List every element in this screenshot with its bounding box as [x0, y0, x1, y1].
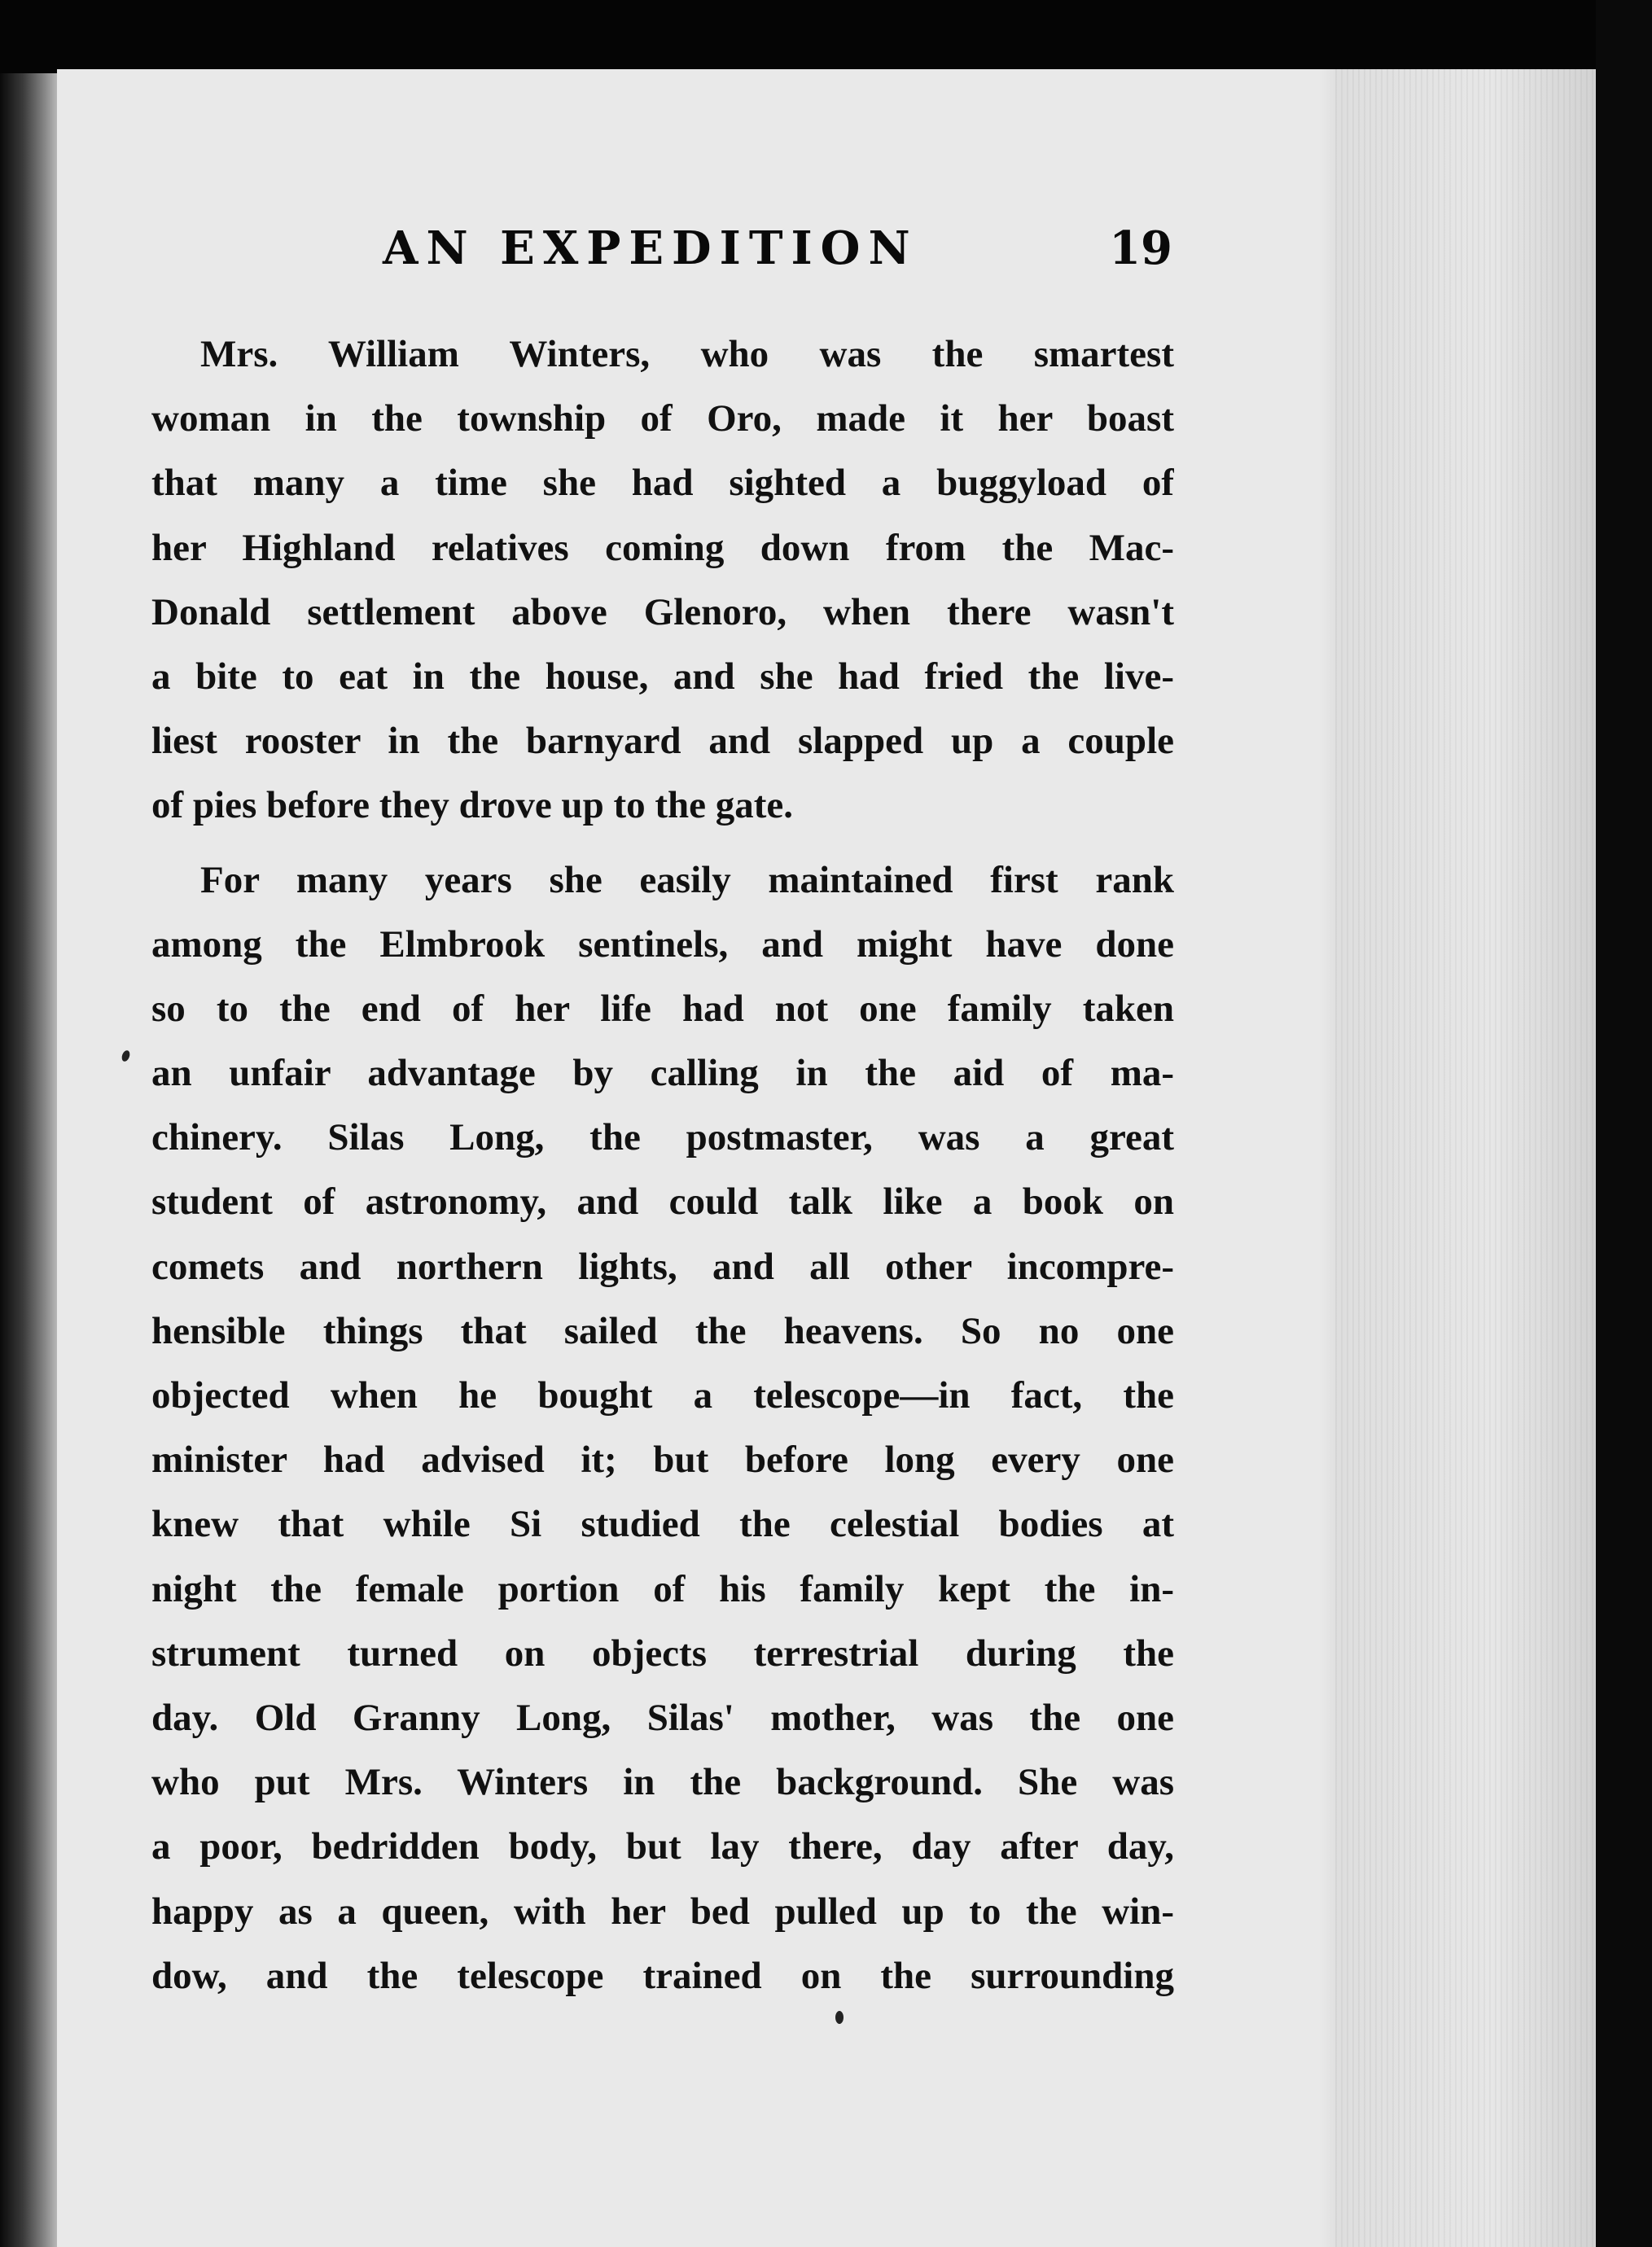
text-line: dow, and the telescope trained on the surrounding — [151, 1954, 1174, 1997]
stacked-page-edges — [1335, 69, 1596, 2247]
text-line: happy as a queen, with her bed pulled up to the win- — [151, 1890, 1174, 1933]
book-binding-edge — [0, 73, 65, 2247]
text-line: of pies before they drove up to the gate. — [151, 784, 794, 827]
text-line: that many a time she had sighted a buggyload of — [151, 462, 1174, 505]
text-line: woman in the township of Oro, made it her boast — [151, 397, 1174, 440]
text-line: an unfair advantage by calling in the aid of ma- — [151, 1052, 1174, 1095]
text-line: objected when he bought a telescope—in fact, the — [151, 1374, 1174, 1417]
text-line: a poor, bedridden body, but lay there, day after day, — [151, 1825, 1174, 1868]
text-line: minister had advised it; but before long every one — [151, 1439, 1174, 1482]
text-line: Donald settlement above Glenoro, when there wasn't — [151, 590, 1174, 633]
text-line: among the Elmbrook sentinels, and might have done — [151, 922, 1174, 966]
text-line: chinery. Silas Long, the postmaster, was a great — [151, 1116, 1174, 1159]
text-line: knew that while Si studied the celestial bodies at — [151, 1503, 1174, 1546]
page-number: 19 — [1109, 221, 1172, 275]
text-line: day. Old Granny Long, Silas' mother, was the one — [151, 1696, 1174, 1739]
running-head: AN EXPEDITION — [383, 221, 918, 275]
text-line: who put Mrs. Winters in the background. She was — [151, 1761, 1174, 1804]
paragraph-2 — [151, 848, 1174, 2008]
text-line: For many years she easily maintained first rank — [200, 858, 1174, 901]
ink-speck — [835, 2011, 844, 2024]
text-line: Mrs. William Winters, who was the smartest — [200, 333, 1174, 375]
text-line: student of astronomy, and could talk like a book on — [151, 1180, 1174, 1224]
page-header — [155, 221, 1172, 287]
text-line: comets and northern lights, and all other incompre- — [151, 1245, 1174, 1288]
text-line: so to the end of her life had not one family taken — [151, 987, 1174, 1030]
scan-background-right — [1596, 0, 1652, 2247]
text-line: her Highland relatives coming down from the Mac- — [151, 526, 1174, 569]
text-line: a bite to eat in the house, and she had fried the live- — [151, 655, 1174, 698]
text-line: strument turned on objects terrestrial during the — [151, 1632, 1174, 1675]
text-line: night the female portion of his family kept the in- — [151, 1567, 1174, 1610]
text-line: hensible things that sailed the heavens. So no one — [151, 1309, 1174, 1352]
paragraph-1 — [151, 322, 1174, 839]
body-text — [151, 322, 1174, 2008]
text-line: liest rooster in the barnyard and slapped up a couple — [151, 720, 1174, 763]
